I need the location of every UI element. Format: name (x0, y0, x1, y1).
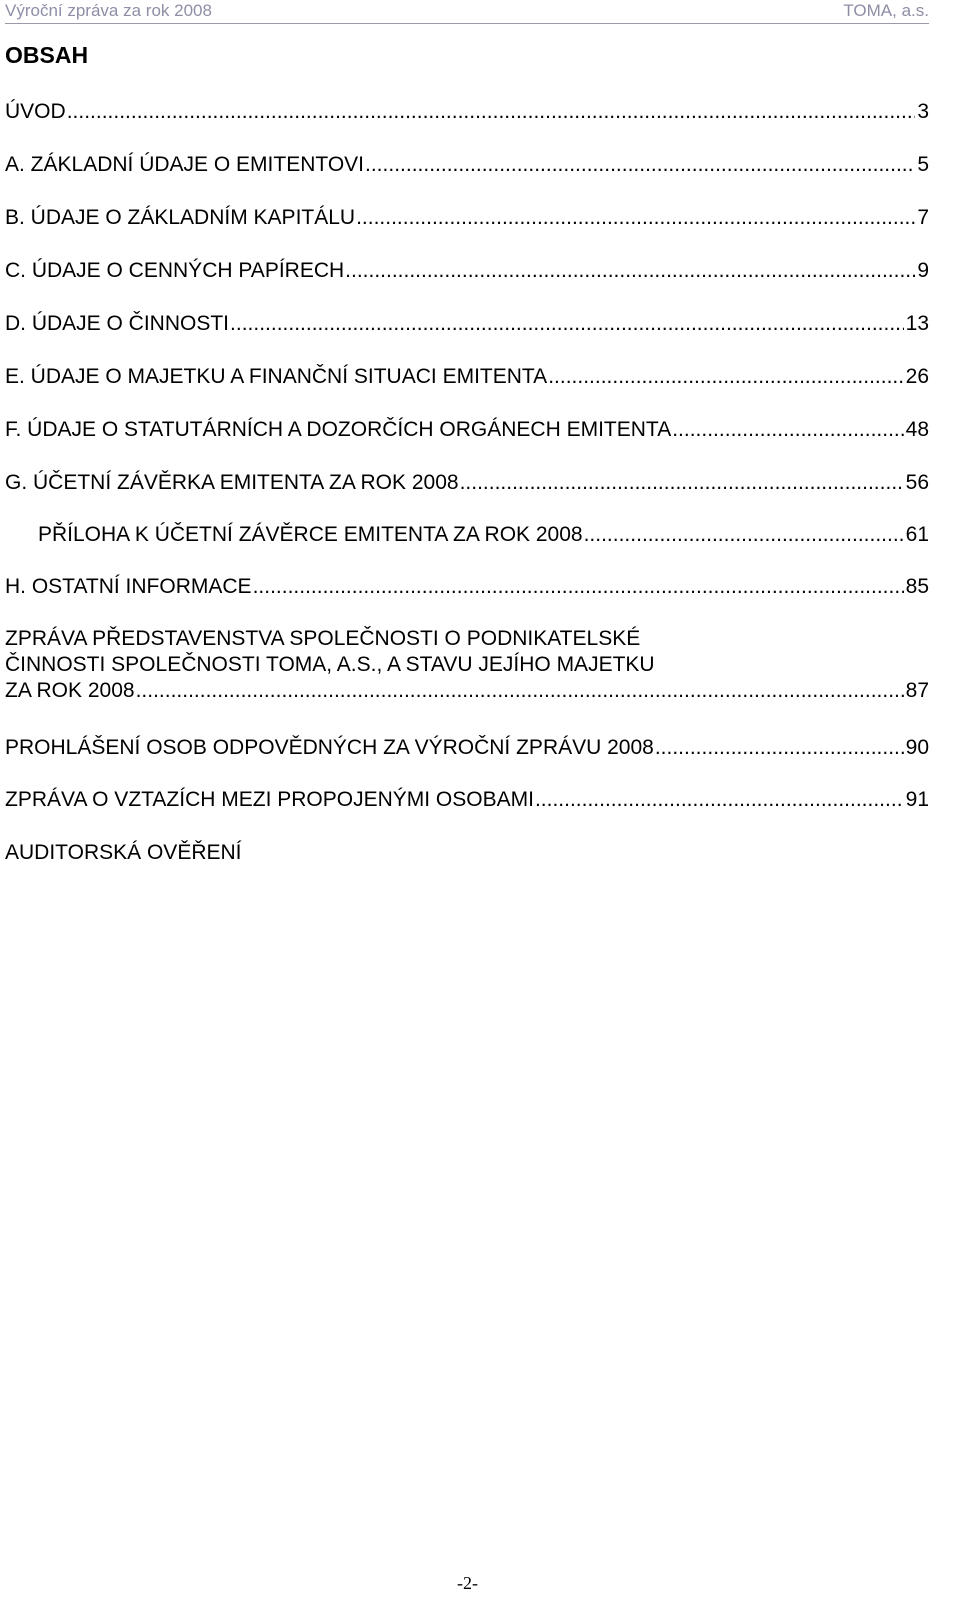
toc-entry-label: A. ZÁKLADNÍ ÚDAJE O EMITENTOVI (5, 153, 365, 176)
toc-dot-leader (535, 787, 904, 813)
toc-entry-prohlaseni[interactable] (5, 735, 929, 761)
toc-entry-zprava-predstavenstva[interactable] (5, 624, 929, 705)
toc-entry-label: PŘÍLOHA K ÚČETNÍ ZÁVĚRCE EMITENTA ZA ROK 2008 (38, 523, 583, 546)
toc-entry-label: PROHLÁŠENÍ OSOB ODPOVĚDNÝCH ZA VÝROČNÍ ZPRÁVU 2008 (5, 736, 654, 759)
toc-dot-leader (136, 676, 904, 705)
toc-entry-page: 13 (905, 312, 929, 335)
toc-entry-label: F. ÚDAJE O STATUTÁRNÍCH A DOZORČÍCH ORGÁNECH EMITENTA (5, 418, 672, 441)
toc-entry-label-line: ZPRÁVA PŘEDSTAVENSTVA SPOLEČNOSTI O PODNIKATELSKÉ (5, 627, 641, 650)
toc-title: OBSAH (5, 42, 89, 68)
toc-dot-leader (67, 99, 916, 125)
toc-entry-d[interactable] (5, 311, 929, 337)
toc-entry-page: 56 (905, 471, 929, 494)
toc-entry-label: D. ÚDAJE O ČINNOSTI (5, 312, 230, 335)
page-number: -2- (457, 1573, 478, 1593)
toc-entry-g[interactable] (5, 470, 929, 496)
toc-entry-label: G. ÚČETNÍ ZÁVĚRKA EMITENTA ZA ROK 2008 (5, 471, 459, 494)
toc-entry-page: 91 (905, 788, 929, 811)
toc-dot-leader (672, 417, 903, 443)
toc-dot-leader (548, 364, 903, 390)
toc-entry-label: ZPRÁVA O VZTAZÍCH MEZI PROPOJENÝMI OSOBAMI (5, 788, 534, 811)
toc-dot-leader (230, 311, 904, 337)
toc-entry-f[interactable] (5, 417, 929, 443)
toc-entry-page: 87 (905, 679, 929, 702)
toc-dot-leader (356, 205, 915, 231)
toc-entry-label: B. ÚDAJE O ZÁKLADNÍM KAPITÁLU (5, 206, 356, 229)
header-document-title: Výroční zpráva za rok 2008 (5, 1, 212, 20)
header-company-name: TOMA, a.s. (843, 1, 929, 20)
toc-entry-zprava-o-vztazich[interactable] (5, 787, 929, 813)
toc-entry-label-line: ČINNOSTI SPOLEČNOSTI TOMA, A.S., A STAVU JEJÍHO MAJETKU (5, 653, 655, 676)
toc-entry-page: 9 (917, 259, 929, 282)
toc-entry-a[interactable] (5, 152, 929, 178)
toc-entry-c[interactable] (5, 258, 929, 284)
toc-dot-leader (365, 152, 915, 178)
toc-entry-page: 61 (905, 523, 929, 546)
toc-entry-e[interactable] (5, 364, 929, 390)
page-header (5, 0, 929, 24)
toc-entry-label: C. ÚDAJE O CENNÝCH PAPÍRECH (5, 259, 345, 282)
toc-entry-page: 5 (917, 153, 929, 176)
toc-entry-page: 7 (917, 206, 929, 229)
toc-entry-page: 3 (917, 100, 929, 123)
toc-entry-priloha[interactable] (38, 522, 929, 548)
toc-entry-page: 26 (905, 365, 929, 388)
toc-entry-label-line: ZA ROK 2008 (5, 679, 135, 702)
toc-dot-leader (655, 735, 904, 761)
toc-dot-leader (345, 258, 915, 284)
toc-entry-b[interactable] (5, 205, 929, 231)
toc-entry-uvod[interactable] (5, 99, 929, 125)
toc-entry-label: H. OSTATNÍ INFORMACE (5, 575, 252, 598)
toc-entry-h[interactable] (5, 574, 929, 600)
toc-entry-auditorska-overeni[interactable] (5, 840, 929, 866)
toc-dot-leader (584, 522, 904, 548)
toc-dot-leader (253, 574, 904, 600)
toc-entry-page: 90 (905, 736, 929, 759)
toc-entry-label: ÚVOD (5, 100, 66, 123)
toc-entry-label: E. ÚDAJE O MAJETKU A FINANČNÍ SITUACI EMITENTA (5, 365, 548, 388)
toc-entry-label: AUDITORSKÁ OVĚŘENÍ (5, 841, 242, 864)
toc-dot-leader (460, 470, 904, 496)
toc-entry-page: 85 (905, 575, 929, 598)
toc-entry-page: 48 (905, 418, 929, 441)
